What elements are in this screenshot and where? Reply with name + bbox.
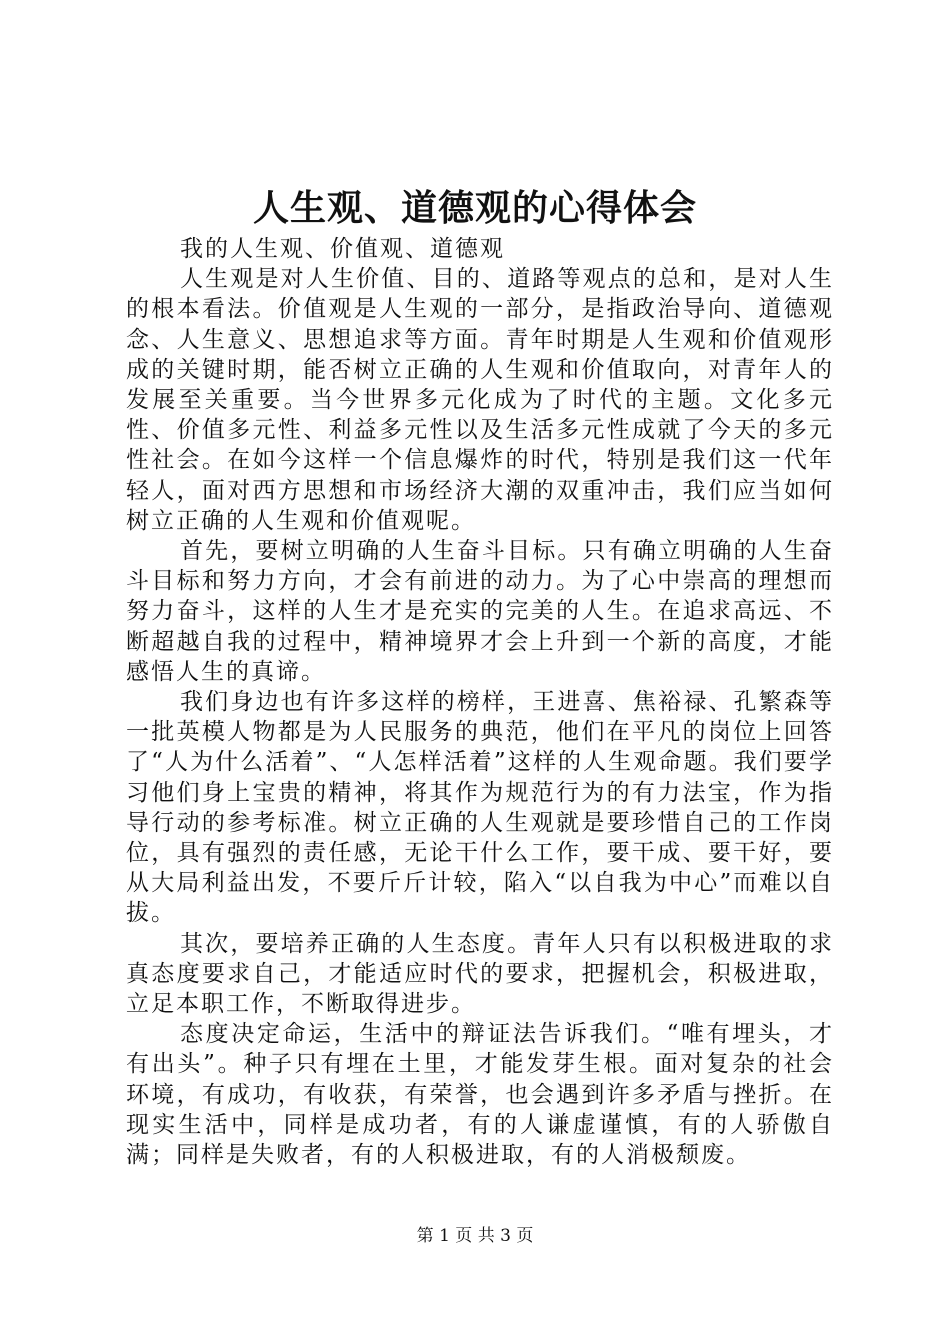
- paragraph-subtitle: 我的人生观、价值观、道德观: [180, 236, 505, 262]
- paragraph: 其次，要培养正确的人生态度。青年人只有以积极进取的求真态度要求自己，才能适应时代的要求，把握机会，积极进取，立足本职工作，不断取得进步。: [126, 930, 834, 1018]
- document-title: 人生观、道德观的心得体会: [252, 187, 697, 229]
- document-body: [126, 234, 834, 1170]
- paragraph: 首先，要树立明确的人生奋斗目标。只有确立明确的人生奋斗目标和努力方向，才会有前进的动力。为了心中崇高的理想而努力奋斗，这样的人生才是充实的完美的人生。在追求高远、不断超越自我的过程中，精神境界才会上升到一个新的高度，才能感悟人生的真谛。: [126, 538, 834, 685]
- paragraph: 态度决定命运，生活中的辩证法告诉我们。“唯有埋头，才有出头”。种子只有埋在土里，才能发芽生根。面对复杂的社会环境，有成功，有收获，有荣誉，也会遇到许多矛盾与挫折。在现实生活中，同样是成功者，有的人谦虚谨慎，有的人骄傲自满；同样是失败者，有的人积极进取，有的人消极颓废。: [126, 1021, 834, 1169]
- paragraph: 我们身边也有许多这样的榜样，王进喜、焦裕禄、孔繁森等一批英模人物都是为人民服务的典范，他们在平凡的岗位上回答了“人为什么活着”、“人怎样活着”这样的人生观命题。我们要学习他们身上宝贵的精神，将其作为规范行为的有力法宝，作为指导行动的参考标准。树立正确的人生观就是要珍惜自己的工作岗位，具有强烈的责任感，无论干什么工作，要干成、要干好，要从大局利益出发，不要斤斤计较，陷入“以自我为中心”而难以自拔。: [126, 689, 834, 927]
- paragraph: 人生观是对人生价值、目的、道路等观点的总和，是对人生的根本看法。价值观是人生观的一部分，是指政治导向、道德观念、人生意义、思想追求等方面。青年时期是人生观和价值观形成的关键时期，能否树立正确的人生观和价值取向，对青年人的发展至关重要。当今世界多元化成为了时代的主题。文化多元性、价值多元性、利益多元性以及生活多元性成就了今天的多元性社会。在如今这样一个信息爆炸的时代，特别是我们这一代年轻人，面对西方思想和市场经济大潮的双重冲击，我们应当如何树立正确的人生观和价值观呢。: [126, 266, 834, 534]
- page-number-footer: 第 1 页 共 3 页: [416, 1226, 534, 1246]
